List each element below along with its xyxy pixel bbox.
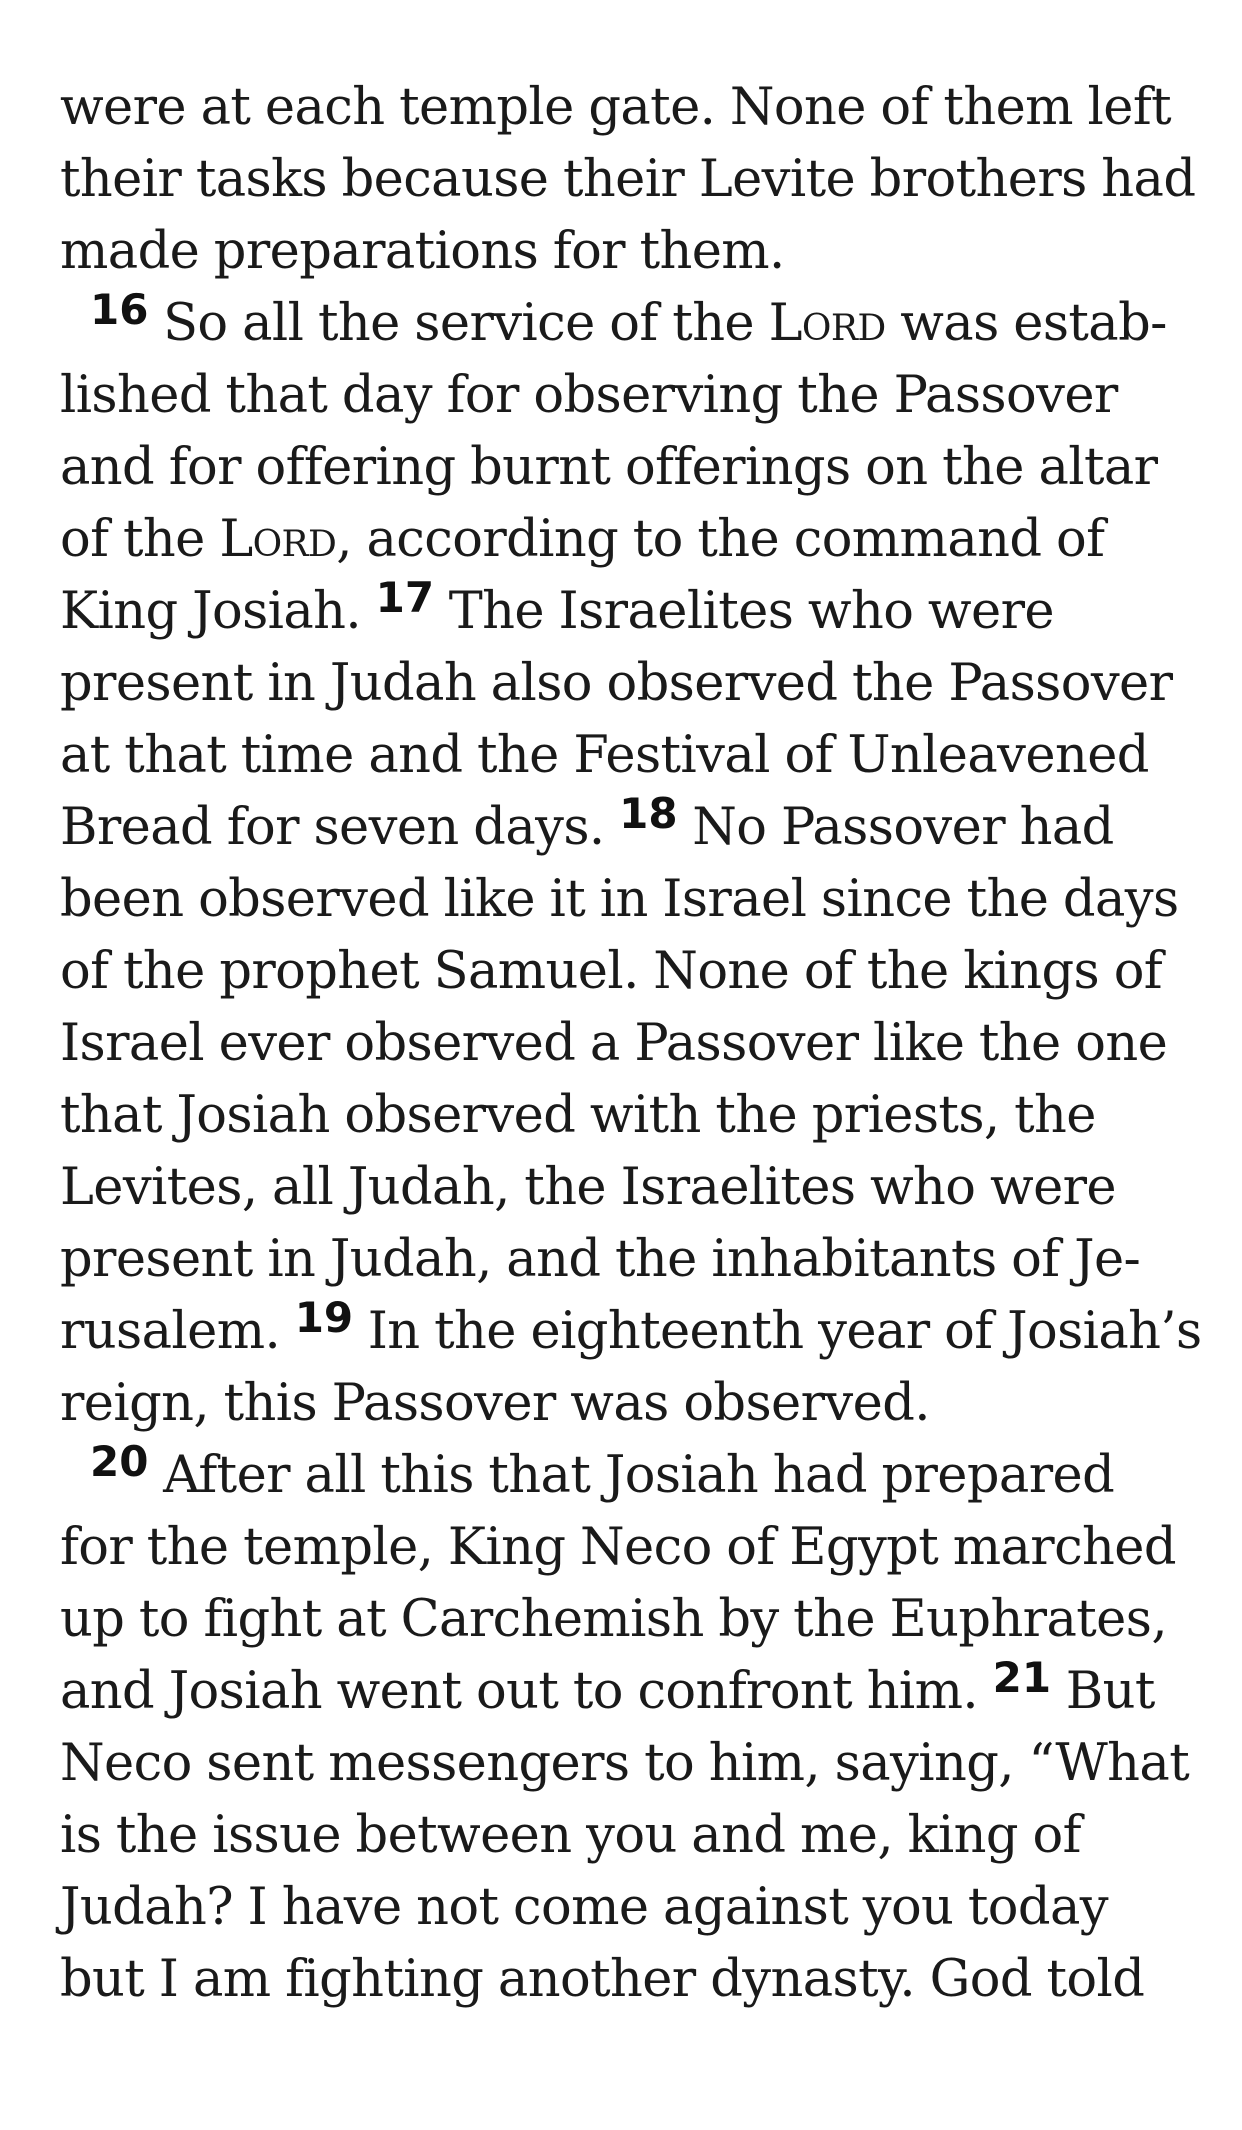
verse-text: The Israelites who were [434, 582, 1054, 641]
text-line [60, 72, 1200, 144]
verse-text: their tasks because their Levite brothers had [60, 150, 1196, 209]
verse-text: been observed like it in Israel since the days [60, 870, 1179, 929]
text-line [60, 1224, 1200, 1296]
verse-number: 19 [294, 1293, 354, 1342]
verse-text: present in Judah also observed the Passover [60, 654, 1173, 713]
text-line [60, 216, 1200, 288]
verse-text: up to fight at Carchemish by the Euphrates, [60, 1590, 1167, 1649]
verse-text: reign, this Passover was observed. [60, 1374, 930, 1433]
text-line [60, 1008, 1200, 1080]
verse-text: Levites, all Judah, the Israelites who were [60, 1158, 1117, 1217]
text-line [60, 504, 1200, 576]
verse-text: So all the service of the [148, 294, 769, 353]
text-line [60, 1944, 1200, 2016]
verse-text: Israel ever observed a Passover like the one [60, 1014, 1168, 1073]
text-line [60, 432, 1200, 504]
verse-text: , according to the command of [336, 510, 1105, 569]
verse-number: 18 [619, 789, 678, 838]
text-line [60, 1728, 1200, 1800]
text-line [60, 1800, 1200, 1872]
text-line [60, 1512, 1200, 1584]
verse-text: Judah? I have not come against you today [60, 1878, 1108, 1937]
verse-text: King Josiah. [60, 582, 376, 641]
verse-text: at that time and the Festival of Unleavened [60, 726, 1149, 785]
verse-text: rusalem. [60, 1302, 295, 1361]
text-line [60, 1653, 1200, 1728]
verse-text: But [1051, 1662, 1155, 1721]
text-line [60, 720, 1200, 792]
verse-text: After all this that Josiah had prepared [148, 1446, 1115, 1505]
verse-text: and Josiah went out to confront him. [60, 1662, 993, 1721]
text-line [60, 1152, 1200, 1224]
text-line [60, 1437, 1200, 1512]
verse-text: is the issue between you and me, king of [60, 1806, 1081, 1865]
text-line [60, 1368, 1200, 1440]
verse-text: were at each temple gate. None of them left [60, 78, 1171, 137]
text-line [60, 573, 1200, 648]
verse-text: No Passover had [677, 798, 1114, 857]
text-line [60, 1080, 1200, 1152]
verse-text: of the prophet Samuel. None of the kings of [60, 942, 1163, 1001]
text-line [60, 864, 1200, 936]
verse-number: 21 [992, 1653, 1052, 1702]
divine-name: Lord [768, 294, 886, 353]
verse-text: In the eighteenth year of Josiah’s [353, 1302, 1202, 1361]
verse-number: 16 [90, 285, 149, 334]
verse-number: 20 [90, 1437, 149, 1486]
verse-text: Neco sent messengers to him, saying, “What [60, 1734, 1190, 1793]
divine-name: Lord [219, 510, 337, 569]
verse-text: but I am fighting another dynasty. God told [60, 1950, 1145, 2009]
verse-text: made preparations for them. [60, 222, 785, 281]
verse-text: for the temple, King Neco of Egypt marched [60, 1518, 1176, 1577]
verse-text: present in Judah, and the inhabitants of Je- [60, 1230, 1141, 1289]
verse-text: and for offering burnt offerings on the altar [60, 438, 1158, 497]
verse-text: was estab- [885, 294, 1167, 353]
text-line [60, 648, 1200, 720]
text-line [60, 1584, 1200, 1656]
text-line [60, 789, 1200, 864]
scripture-passage [60, 72, 1200, 2016]
verse-text: lished that day for observing the Passover [60, 366, 1118, 425]
verse-text: of the [60, 510, 220, 569]
text-line [60, 144, 1200, 216]
text-line [60, 1293, 1202, 1368]
text-line [60, 285, 1200, 360]
text-line [60, 1872, 1200, 1944]
verse-number: 17 [375, 573, 435, 622]
text-line [60, 360, 1200, 432]
verse-text: that Josiah observed with the priests, the [60, 1086, 1096, 1145]
text-line [60, 936, 1200, 1008]
verse-text: Bread for seven days. [60, 798, 620, 857]
